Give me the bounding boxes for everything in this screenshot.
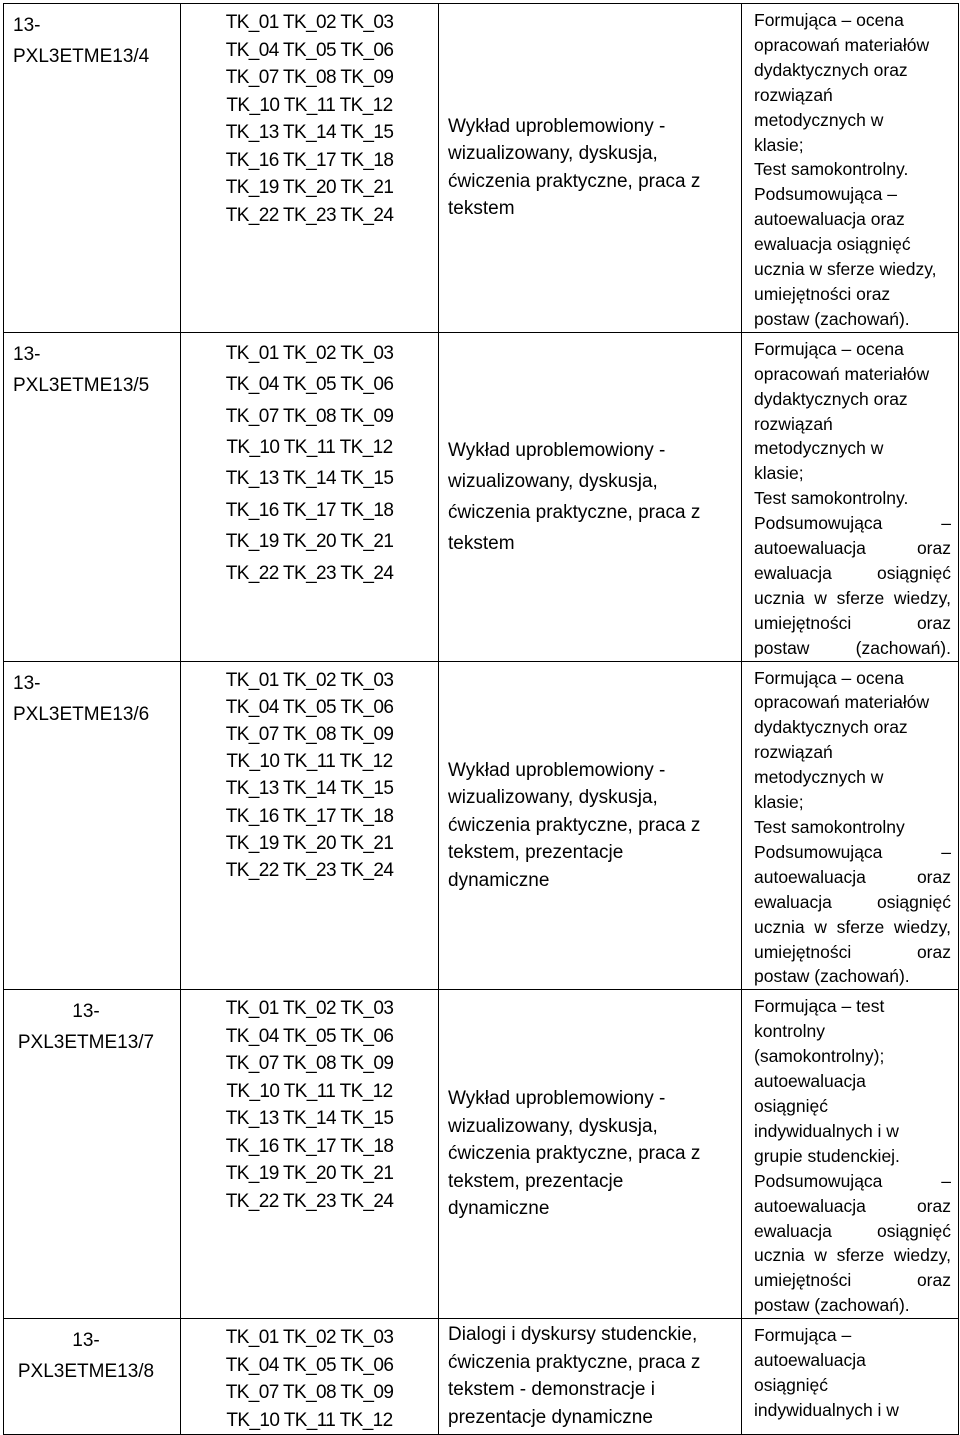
evaluation-line: opracowań materiałów: [754, 34, 930, 55]
method-line: dynamiczne: [448, 869, 550, 891]
code-line: 13-: [72, 1001, 100, 1023]
evaluation-cell: [742, 332, 959, 661]
method-cell: [439, 990, 742, 1319]
evaluation-line: dydaktycznych oraz: [754, 388, 908, 409]
tk-line: TK_04 TK_05 TK_06: [225, 374, 394, 396]
code-line: PXL3ETME13/5: [13, 374, 150, 396]
tk-line: TK_01 TK_02 TK_03: [225, 669, 394, 691]
evaluation-line: Formująca – ocena: [754, 10, 904, 30]
code-text: [4, 662, 180, 730]
evaluation-line: Formująca –: [754, 1325, 852, 1346]
evaluation-line: ucznia w sferze wiedzy,: [754, 1245, 951, 1266]
evaluation-text: [742, 990, 958, 1318]
tk-line: TK_19 TK_20 TK_21: [225, 177, 394, 198]
method-text: [439, 1319, 741, 1434]
tk-cell: [181, 990, 439, 1319]
method-line: tekstem: [448, 198, 515, 220]
code-line: 13-: [13, 343, 41, 365]
method-line: wizualizowany, dyskusja,: [448, 143, 658, 165]
tk-line: TK_16 TK_17 TK_18: [225, 499, 394, 521]
method-line: wizualizowany, dyskusja,: [448, 470, 658, 492]
evaluation-line: osiągnięć: [754, 1095, 828, 1116]
tk-line: TK_10 TK_11 TK_12: [226, 751, 393, 773]
code-line: PXL3ETME13/7: [17, 1032, 155, 1054]
evaluation-line: postaw (zachowań).: [754, 1295, 910, 1316]
method-line: tekstem: [448, 532, 515, 554]
code-text: [4, 1319, 180, 1387]
method-cell: [439, 661, 742, 990]
tk-line: TK_07 TK_08 TK_09: [225, 723, 394, 745]
evaluation-line: Podsumowująca –: [754, 841, 951, 862]
evaluation-line: umiejętności oraz: [754, 283, 891, 304]
evaluation-cell: [742, 990, 959, 1319]
method-line: Dialogi i dyskursy studenckie,: [448, 1324, 698, 1346]
evaluation-line: rozwiązań: [754, 413, 833, 434]
evaluation-line: umiejętności oraz: [754, 612, 951, 633]
tk-line: TK_22 TK_23 TK_24: [225, 1190, 394, 1212]
tk-line: TK_04 TK_05 TK_06: [225, 696, 394, 718]
evaluation-line: Formująca – ocena: [754, 338, 904, 359]
tk-list: [181, 4, 438, 229]
evaluation-line: opracowań materiałów: [754, 692, 930, 713]
method-text: [439, 4, 741, 332]
evaluation-line: Test samokontrolny: [754, 817, 905, 837]
method-text: [439, 990, 741, 1318]
evaluation-line: dydaktycznych oraz: [754, 717, 908, 738]
tk-line: TK_07 TK_08 TK_09: [225, 1382, 394, 1404]
table-row: [4, 1319, 959, 1435]
tk-line: TK_04 TK_05 TK_06: [225, 1354, 394, 1376]
tk-line: TK_01 TK_02 TK_03: [225, 12, 394, 33]
tk-list: [181, 333, 438, 589]
evaluation-line: ewaluacja osiągnięć: [754, 562, 951, 583]
evaluation-line: ucznia w sferze wiedzy,: [754, 587, 951, 608]
code-line: 13-: [13, 672, 41, 694]
tk-line: TK_16 TK_17 TK_18: [225, 149, 394, 171]
evaluation-line: rozwiązań: [754, 742, 833, 763]
evaluation-line: Podsumowująca –: [754, 1170, 951, 1191]
code-line: PXL3ETME13/4: [13, 46, 150, 67]
tk-cell: [181, 4, 439, 333]
method-line: wizualizowany, dyskusja,: [448, 787, 658, 809]
evaluation-line: dydaktycznych oraz: [754, 59, 908, 80]
method-line: Wykład uproblemowiony -: [448, 115, 666, 137]
tk-line: TK_07 TK_08 TK_09: [225, 67, 394, 88]
evaluation-line: kontrolny: [754, 1021, 826, 1042]
evaluation-line: (samokontrolny);: [754, 1046, 885, 1067]
method-line: dynamiczne: [448, 1198, 550, 1220]
evaluation-line: Formująca – test: [754, 996, 885, 1017]
tk-line: TK_10 TK_11 TK_12: [226, 94, 393, 116]
method-line: Wykład uproblemowiony -: [448, 1088, 666, 1110]
tk-line: TK_19 TK_20 TK_21: [225, 832, 394, 854]
tk-line: TK_13 TK_14 TK_15: [225, 1108, 394, 1130]
tk-line: TK_04 TK_05 TK_06: [225, 39, 394, 61]
evaluation-cell: [742, 661, 959, 990]
method-cell: [439, 4, 742, 333]
evaluation-line: metodycznych w: [754, 767, 884, 788]
tk-line: TK_13 TK_14 TK_15: [225, 778, 394, 800]
code-text: [4, 4, 180, 72]
method-line: ćwiczenia praktyczne, praca z: [448, 1143, 701, 1165]
evaluation-line: klasie;: [754, 134, 804, 155]
method-line: prezentacje dynamiczne: [448, 1406, 653, 1428]
evaluation-line: opracowań materiałów: [754, 363, 930, 384]
code-line: PXL3ETME13/6: [13, 703, 150, 725]
evaluation-line: autoewaluacja: [754, 1350, 866, 1371]
table-row: [4, 332, 959, 661]
method-line: ćwiczenia praktyczne, praca z: [448, 501, 701, 523]
tk-line: TK_19 TK_20 TK_21: [225, 1163, 394, 1185]
tk-line: TK_01 TK_02 TK_03: [225, 998, 394, 1020]
table-row: [4, 661, 959, 990]
method-line: ćwiczenia praktyczne, praca z: [448, 814, 701, 836]
evaluation-line: autoewaluacja oraz: [754, 209, 905, 230]
method-line: tekstem, prezentacje: [448, 1170, 624, 1192]
code-cell: [4, 990, 181, 1319]
evaluation-text: [742, 333, 958, 661]
code-cell: [4, 661, 181, 990]
code-cell: [4, 332, 181, 661]
evaluation-cell: [742, 1319, 959, 1435]
evaluation-line: autoewaluacja: [754, 1071, 866, 1092]
method-line: tekstem - demonstracje i: [448, 1379, 655, 1401]
table-row: [4, 990, 959, 1319]
evaluation-line: indywidualnych i w: [754, 1120, 899, 1141]
tk-line: TK_22 TK_23 TK_24: [225, 859, 394, 881]
method-line: ćwiczenia praktyczne, praca z: [448, 170, 701, 192]
tk-line: TK_22 TK_23 TK_24: [225, 204, 394, 226]
code-text: [4, 333, 180, 401]
evaluation-line: postaw (zachowań).: [754, 308, 910, 329]
evaluation-line: umiejętności oraz: [754, 1270, 951, 1291]
evaluation-line: Formująca – ocena: [754, 667, 904, 688]
course-table-body: [4, 4, 959, 1435]
tk-line: TK_01 TK_02 TK_03: [225, 342, 394, 364]
evaluation-line: rozwiązań: [754, 84, 833, 105]
tk-line: TK_04 TK_05 TK_06: [225, 1025, 394, 1047]
code-line: 13-: [13, 15, 41, 36]
evaluation-line: ucznia w sferze wiedzy,: [754, 259, 937, 280]
evaluation-line: metodycznych w: [754, 109, 884, 130]
tk-line: TK_01 TK_02 TK_03: [225, 1327, 394, 1349]
evaluation-line: indywidualnych i w: [754, 1399, 899, 1420]
evaluation-text: [742, 662, 958, 990]
tk-line: TK_16 TK_17 TK_18: [225, 805, 394, 827]
evaluation-line: ewaluacja osiągnięć: [754, 1220, 951, 1241]
evaluation-line: autoewaluacja oraz: [754, 1195, 951, 1216]
tk-list: [181, 990, 438, 1215]
tk-line: TK_10 TK_11 TK_12: [226, 1080, 393, 1102]
evaluation-line: ewaluacja osiągnięć: [754, 891, 951, 912]
tk-cell: [181, 661, 439, 990]
tk-line: TK_16 TK_17 TK_18: [225, 1135, 394, 1157]
method-text: [439, 333, 741, 661]
tk-line: TK_07 TK_08 TK_09: [225, 1053, 394, 1075]
method-line: tekstem, prezentacje: [448, 842, 624, 864]
method-cell: [439, 332, 742, 661]
tk-line: TK_07 TK_08 TK_09: [225, 405, 394, 427]
evaluation-line: grupie studenckiej.: [754, 1145, 900, 1166]
evaluation-line: autoewaluacja oraz: [754, 538, 951, 559]
evaluation-line: autoewaluacja oraz: [754, 866, 951, 887]
evaluation-text: [742, 1319, 958, 1423]
evaluation-line: Podsumowująca –: [754, 513, 951, 534]
tk-cell: [181, 332, 439, 661]
tk-line: TK_19 TK_20 TK_21: [225, 531, 394, 553]
method-cell: [439, 1319, 742, 1435]
evaluation-line: klasie;: [754, 463, 804, 484]
method-line: ćwiczenia praktyczne, praca z: [448, 1351, 701, 1373]
evaluation-line: klasie;: [754, 792, 804, 813]
course-table: [3, 3, 959, 1435]
code-cell: [4, 4, 181, 333]
evaluation-text: [742, 4, 958, 332]
evaluation-line: ewaluacja osiągnięć: [754, 234, 911, 255]
tk-line: TK_10 TK_11 TK_12: [226, 1409, 393, 1431]
code-line: 13-: [72, 1330, 100, 1352]
method-line: Wykład uproblemowiony -: [448, 439, 666, 461]
method-line: Wykład uproblemowiony -: [448, 759, 666, 781]
method-text: [439, 662, 741, 990]
evaluation-line: metodycznych w: [754, 438, 884, 459]
tk-list: [181, 662, 438, 885]
tk-line: TK_22 TK_23 TK_24: [225, 562, 394, 584]
tk-list: [181, 1319, 438, 1434]
code-line: PXL3ETME13/8: [17, 1361, 155, 1383]
method-line: wizualizowany, dyskusja,: [448, 1115, 658, 1137]
tk-line: TK_13 TK_14 TK_15: [225, 122, 394, 143]
evaluation-line: osiągnięć: [754, 1374, 828, 1395]
evaluation-line: Test samokontrolny.: [754, 159, 909, 180]
evaluation-cell: [742, 4, 959, 333]
table-row: [4, 4, 959, 333]
tk-line: TK_10 TK_11 TK_12: [226, 437, 393, 458]
tk-line: TK_13 TK_14 TK_15: [225, 468, 394, 490]
code-text: [4, 990, 180, 1058]
evaluation-line: Podsumowująca –: [754, 184, 897, 205]
evaluation-line: Test samokontrolny.: [754, 488, 909, 509]
evaluation-line: postaw (zachowań).: [754, 637, 951, 658]
evaluation-line: umiejętności oraz: [754, 941, 951, 962]
evaluation-line: ucznia w sferze wiedzy,: [754, 916, 951, 937]
evaluation-line: postaw (zachowań).: [754, 966, 910, 987]
tk-cell: [181, 1319, 439, 1435]
code-cell: [4, 1319, 181, 1435]
